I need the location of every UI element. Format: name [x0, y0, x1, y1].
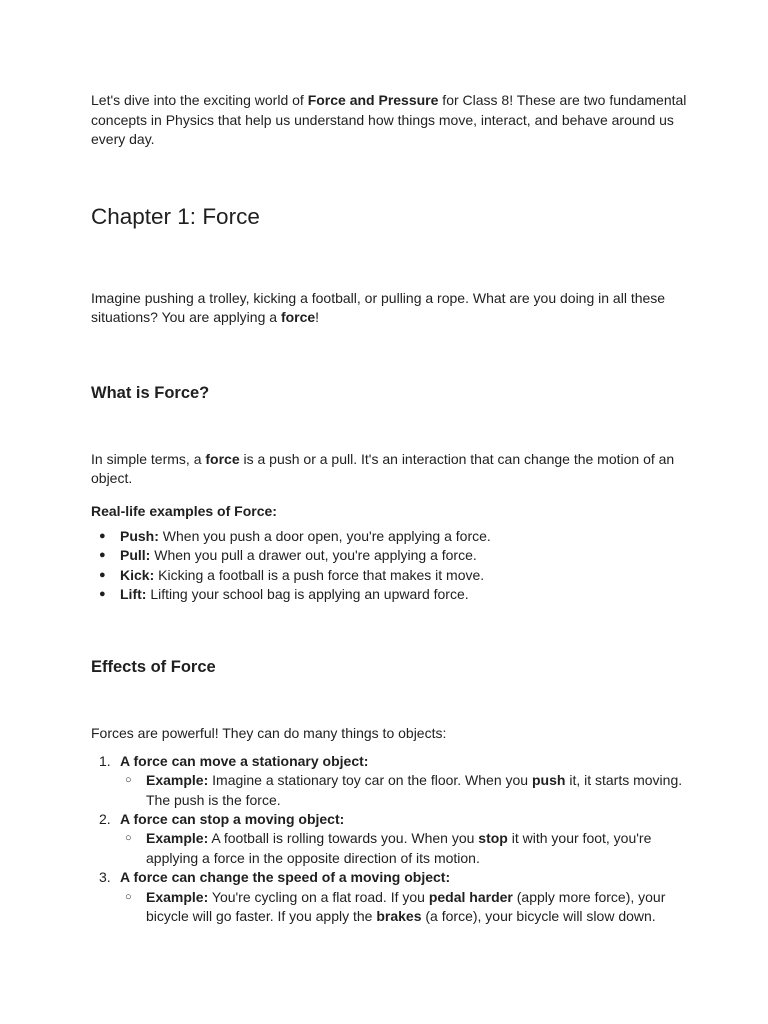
example-bold: stop: [478, 830, 508, 847]
bullet-icon: ●: [99, 549, 106, 562]
document-page: [91, 91, 691, 926]
definition-bold: force: [205, 450, 240, 467]
intro-text-end: for Class 8! These are two fundamental concepts in Physics that help us understand how things move, interact, and behave around us every day.: [91, 92, 687, 147]
list-item: [91, 566, 691, 585]
intro-paragraph: [91, 91, 691, 150]
bullet-icon: ●: [99, 530, 106, 542]
example-text: Kicking a football is a push force that makes it move.: [154, 566, 485, 583]
chapter-title: Chapter 1: Force: [91, 203, 260, 229]
effect-title: A force can stop a moving object:: [120, 810, 345, 827]
example-text: When you push a door open, you're applying a force.: [158, 528, 491, 544]
example-text: You're cycling on a flat road. If you: [208, 888, 429, 905]
example-text: it with your foot, you're applying a force in the opposite direction of its motion.: [146, 830, 652, 866]
circle-bullet-icon: ○: [125, 832, 132, 845]
section-heading-what-is-force: What is Force?: [91, 383, 210, 402]
example-text: When you pull a drawer out, you're applying a force.: [150, 547, 477, 564]
imagine-bold: force: [280, 309, 316, 325]
effect-title: A force can move a stationary object:: [120, 752, 369, 769]
list-item: [120, 829, 691, 868]
example-label: Example:: [146, 830, 209, 847]
bullet-icon: ●: [99, 587, 106, 600]
effect-title: A force can change the speed of a moving object:: [120, 869, 451, 886]
example-label: Example:: [146, 772, 209, 789]
example-bold: brakes: [376, 907, 422, 924]
list-item: [91, 585, 691, 604]
intro-bold: Force and Pressure: [307, 92, 439, 108]
example-text: A football is rolling towards you. When you: [208, 830, 479, 847]
section-heading-effects-of-force: Effects of Force: [91, 658, 216, 677]
definition-paragraph: [91, 450, 691, 489]
examples-heading-text: Real-life examples of Force:: [91, 502, 277, 519]
list-item: [120, 888, 691, 927]
example-text: (apply more force), your bicycle will go faster. If you apply the: [146, 888, 666, 924]
example-text: it, it starts moving. The push is the force.: [146, 772, 683, 808]
list-number: 1.: [99, 752, 111, 769]
list-number: 3.: [99, 869, 111, 886]
list-item: [91, 752, 691, 810]
effect-sublist: [120, 771, 691, 810]
effect-sublist: [120, 888, 691, 927]
intro-text: Let's dive into the exciting world of: [91, 92, 308, 108]
list-item: [91, 810, 691, 868]
example-term: Pull:: [120, 547, 151, 564]
example-text: (a force), your bicycle will slow down.: [421, 907, 656, 924]
effect-sublist: [120, 829, 691, 868]
list-number: 2.: [99, 810, 111, 827]
example-label: Example:: [146, 888, 209, 905]
example-term: Push:: [120, 528, 159, 544]
example-bold: push: [531, 772, 566, 789]
effects-lead-paragraph: Forces are powerful! They can do many things to objects:: [91, 725, 447, 742]
imagine-text: Imagine pushing a trolley, kicking a football, or pulling a rope. What are you doing in all these situations? You are applying a: [91, 289, 666, 325]
example-text: Imagine a stationary toy car on the floor. When you: [208, 772, 532, 789]
example-bold: pedal harder: [428, 888, 513, 905]
circle-bullet-icon: ○: [125, 774, 132, 787]
example-text: Lifting your school bag is applying an upward force.: [146, 585, 469, 602]
circle-bullet-icon: ○: [125, 890, 132, 903]
examples-list: [91, 527, 691, 604]
examples-heading: [91, 502, 691, 522]
imagine-paragraph: [91, 289, 691, 328]
bullet-icon: ●: [99, 568, 106, 581]
effects-list: [91, 752, 691, 927]
definition-text-end: is a push or a pull. It's an interaction that can change the motion of an object.: [91, 450, 675, 486]
definition-text: In simple terms, a: [91, 450, 206, 467]
list-item: [91, 868, 691, 926]
list-item: [91, 546, 691, 565]
example-term: Kick:: [120, 566, 155, 583]
example-term: Lift:: [120, 585, 147, 602]
list-item: [120, 771, 691, 810]
list-item: [91, 527, 691, 546]
imagine-text-end: !: [315, 309, 320, 325]
